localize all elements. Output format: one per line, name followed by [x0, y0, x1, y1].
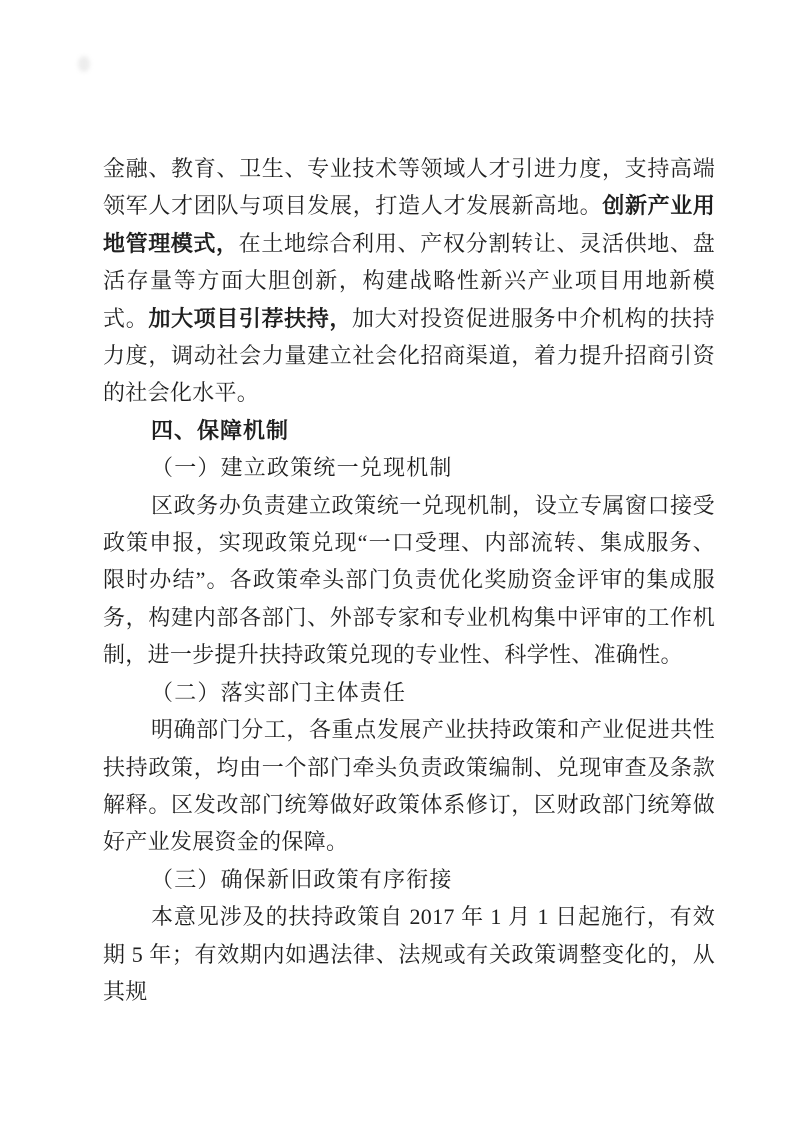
paragraph-continuation	[103, 150, 715, 412]
paragraph-policy-cashing: 区政务办负责建立政策统一兑现机制，设立专属窗口接受政策申报，实现政策兑现“一口受理、内部流转、集成服务、限时办结”。各政策牵头部门负责优化奖励资金评审的集成服务，构建内部各部门、外部专家和专业机构集中评审的工作机制，进一步提升扶持政策兑现的专业性、科学性、准确性。	[103, 492, 715, 668]
subsection-heading-1: （一）建立政策统一兑现机制	[151, 455, 453, 481]
scan-artifact	[78, 56, 90, 72]
bold-phrase-project-referral-support: 加大项目引荐扶持，	[148, 305, 352, 331]
subsection-heading-3: （三）确保新旧政策有序衔接	[151, 866, 453, 892]
body-text-run: 加大对投资促进服务中介机构的扶持力度，调动社会力量建立社会化招商渠道，着力提升招商引资的社会化水平。	[103, 305, 715, 406]
section-heading-safeguard-mechanism: 四、保障机制	[151, 417, 290, 443]
paragraph-department-responsibility: 明确部门分工，各重点发展产业扶持政策和产业促进共性扶持政策，均由一个部门牵头负责政策编制、兑现审查及条款解释。区发改部门统筹做好政策体系修订，区财政部门统筹做好产业发展资金的保障。	[103, 717, 715, 855]
subsection-heading-2: （二）落实部门主体责任	[151, 679, 407, 705]
bold-phrase-innovate-land-use: 创新产业用地管理模式，	[103, 193, 715, 256]
document-body	[103, 150, 715, 1010]
body-text-run: 金融、教育、卫生、专业技术等领域人才引进力度，支持高端领军人才团队与项目发展，打造人才发展新高地。	[103, 156, 715, 219]
body-text-run: 在土地综合利用、产权分割转让、灵活供地、盘活存量等方面大胆创新，构建战略性新兴产业项目用地新模式。	[103, 230, 715, 331]
paragraph-policy-effective-period: 本意见涉及的扶持政策自 2017 年 1 月 1 日起施行，有效期 5 年；有效期内如遇法律、法规或有关政策调整变化的，从其规	[103, 904, 715, 1004]
